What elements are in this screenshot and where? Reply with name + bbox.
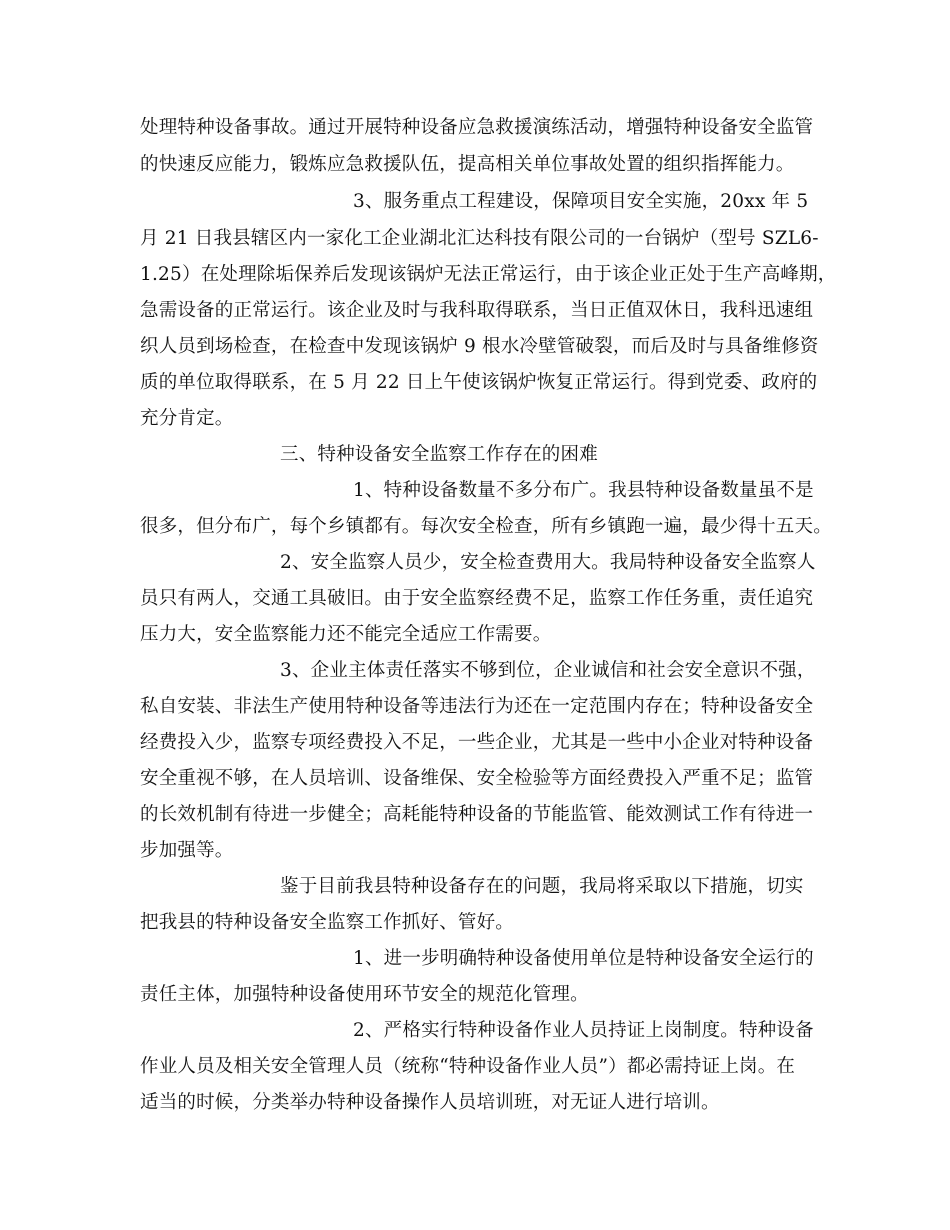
text-line: 1.25）在处理除垢保养后发现该锅炉无法正常运行，由于该企业正处于生产高峰期， [140, 264, 837, 285]
text-line: 作业人员及相关安全管理人员（统称“特种设备作业人员”）都必需持证上岗。在 [140, 1056, 796, 1077]
text-line: 责任主体，加强特种设备使用环节安全的规范化管理。 [140, 984, 589, 1005]
text-line: 3、企业主体责任落实不够到位，企业诚信和社会安全意识不强， [280, 660, 816, 681]
text-line: 1、进一步明确特种设备使用单位是特种设备安全运行的 [353, 948, 814, 969]
text-line: 2、严格实行特种设备作业人员持证上岗制度。特种设备 [353, 1020, 814, 1041]
text-line: 员只有两人，交通工具破旧。由于安全监察经费不足，监察工作任务重，责任追究 [140, 588, 814, 609]
text-line: 急需设备的正常运行。该企业及时与我科取得联系，当日正值双休日，我科迅速组 [140, 300, 814, 321]
text-line: 处理特种设备事故。通过开展特种设备应急救援演练活动，增强特种设备安全监管 [140, 117, 814, 138]
text-line: 适当的时候，分类举办特种设备操作人员培训班，对无证人进行培训。 [140, 1092, 720, 1113]
text-line: 月 21 日我县辖区内一家化工企业湖北汇达科技有限公司的一台锅炉（型号 SZL6- [140, 228, 819, 249]
text-line: 鉴于目前我县特种设备存在的问题，我局将采取以下措施，切实 [280, 876, 804, 897]
text-line: 安全重视不够，在人员培训、设备维保、安全检验等方面经费投入严重不足；监管 [140, 768, 814, 789]
text-line: 私自安装、非法生产使用特种设备等违法行为还在一定范围内存在；特种设备安全 [140, 696, 814, 717]
text-line: 充分肯定。 [140, 408, 234, 429]
text-line: 的长效机制有待进一步健全；高耗能特种设备的节能监管、能效测试工作有待进一 [140, 804, 814, 825]
text-line: 织人员到场检查，在检查中发现该锅炉 9 根水冷壁管破裂，而后及时与具备维修资 [140, 336, 819, 357]
text-line: 质的单位取得联系，在 5 月 22 日上午使该锅炉恢复正常运行。得到党委、政府的 [140, 372, 818, 393]
text-line: 经费投入少，监察专项经费投入不足，一些企业，尤其是一些中小企业对特种设备 [140, 732, 814, 753]
text-line: 2、安全监察人员少，安全检查费用大。我局特种设备安全监察人 [280, 552, 816, 573]
text-line: 把我县的特种设备安全监察工作抓好、管好。 [140, 912, 515, 933]
text-line: 步加强等。 [140, 840, 234, 861]
text-line: 3、服务重点工程建设，保障项目安全实施，20xx 年 5 [353, 191, 809, 212]
text-line: 1、特种设备数量不多分布广。我县特种设备数量虽不是 [353, 480, 814, 501]
text-line: 压力大，安全监察能力还不能完全适应工作需要。 [140, 624, 552, 645]
section-heading: 三、特种设备安全监察工作存在的困难 [280, 444, 598, 465]
text-line: 很多，但分布广，每个乡镇都有。每次安全检查，所有乡镇跑一遍，最少得十五天。 [140, 516, 832, 537]
text-line: 的快速反应能力，锻炼应急救援队伍，提高相关单位事故处置的组织指挥能力。 [140, 154, 795, 175]
